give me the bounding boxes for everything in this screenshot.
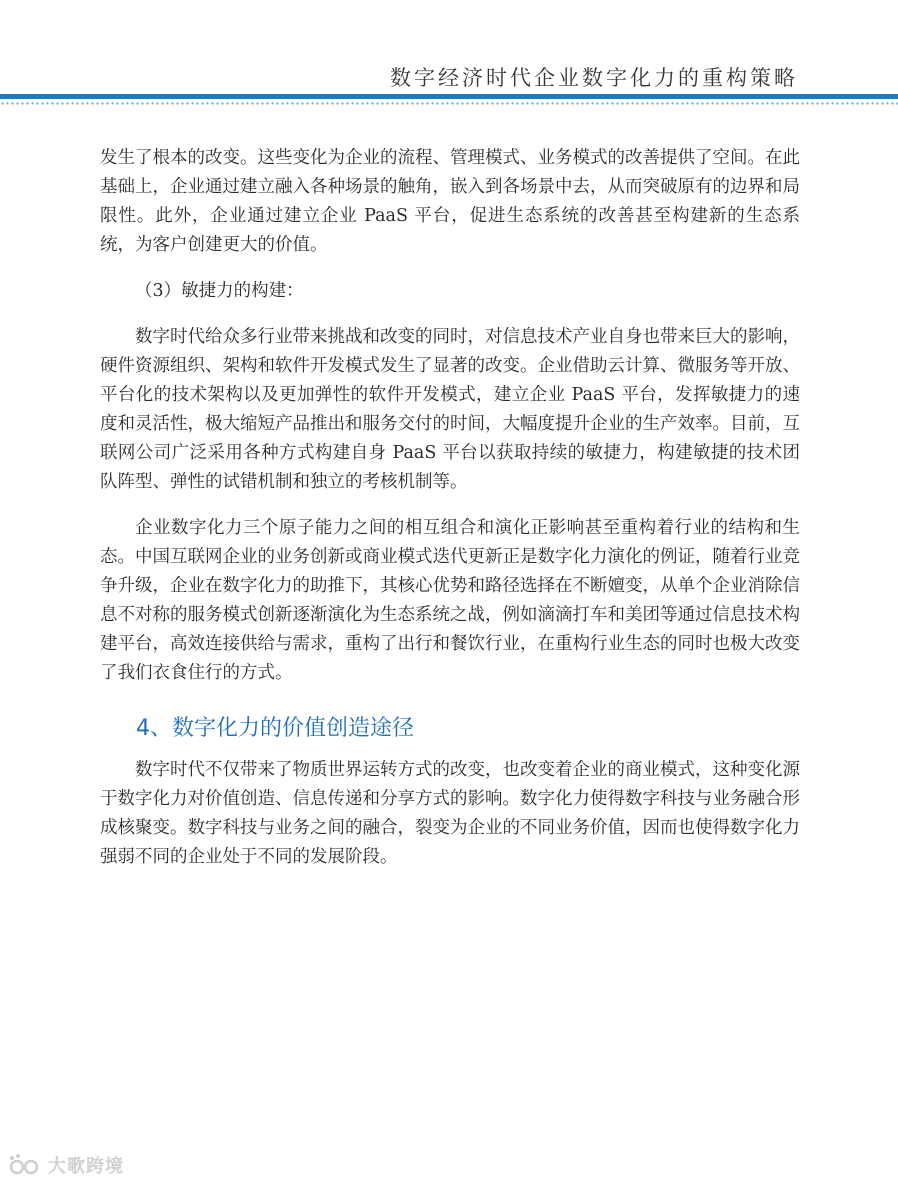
watermark (8, 1152, 124, 1178)
page-header (0, 0, 898, 110)
header-rule (0, 94, 898, 99)
subheading-agility: （3）敏捷力的构建： (135, 281, 304, 301)
header-dotted-rule (0, 102, 898, 105)
paragraph-continued: 发生了根本的改变。这些变化为企业的流程、管理模式、业务模式的改善提供了空间。在此基础上，企业通过建立融入各种场景的触角，嵌入到各场景中去，从而突破原有的边界和局限性。此外，企业通过建立企业 PaaS 平台，促进生态系统的改善甚至构建新的生态系统，为客户创建更大的价值。 (100, 148, 800, 255)
paragraph-agility: 数字时代给众多行业带来挑战和改变的同时，对信息技术产业自身也带来巨大的影响，硬件资源组织、架构和软件开发模式发生了显著的改变。企业借助云计算、微服务等开放、平台化的技术架构以及更加弹性的软件开发模式，建立企业 PaaS 平台，发挥敏捷力的速度和灵活性，极大缩短产品推出和服务交付的时间，大幅度提升企业的生产效率。目前，互联网公司广泛采用各种方式构建自身 PaaS 平台以获取持续的敏捷力，构建敏捷的技术团队阵型、弹性的试错机制和独立的考核机制等。 (100, 327, 800, 492)
running-title: 数字经济时代企业数字化力的重构策略 (390, 66, 798, 90)
paragraph-evolution: 企业数字化力三个原子能力之间的相互组合和演化正影响甚至重构着行业的结构和生态。中国互联网企业的业务创新或商业模式迭代更新正是数字化力演化的例证，随着行业竞争升级，企业在数字化力的助推下，其核心优势和路径选择在不断嬗变，从单个企业消除信息不对称的服务模式创新逐渐演化为生态系统之战，例如滴滴打车和美团等通过信息技术构建平台，高效连接供给与需求，重构了出行和餐饮行业，在重构行业生态的同时也极大改变了我们衣食住行的方式。 (100, 518, 800, 683)
watermark-logo-icon (8, 1153, 42, 1177)
section-heading: 4、数字化力的价值创造途径 (136, 716, 414, 741)
page-body (100, 144, 800, 889)
paragraph-value-creation: 数字时代不仅带来了物质世界运转方式的改变，也改变着企业的商业模式，这种变化源于数字化力对价值创造、信息传递和分享方式的影响。数字化力使得数字科技与业务融合形成核聚变。数字科技与业务之间的融合，裂变为企业的不同业务价值，因而也使得数字化力强弱不同的企业处于不同的发展阶段。 (100, 760, 800, 867)
watermark-text: 大歌跨境 (48, 1156, 124, 1177)
